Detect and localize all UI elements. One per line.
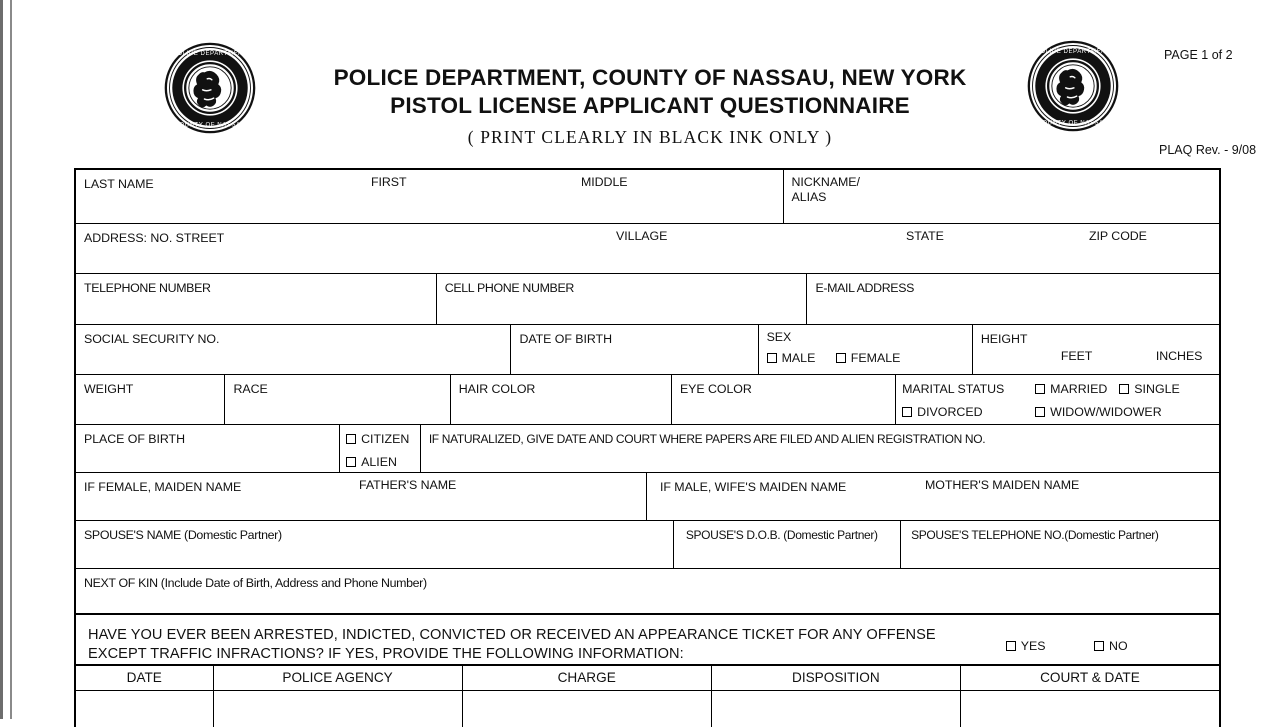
label-first-name: FIRST xyxy=(371,175,407,189)
checkbox-arrest-yes[interactable] xyxy=(1006,639,1046,653)
label-telephone-number: TELEPHONE NUMBER xyxy=(84,281,211,295)
field-weight[interactable] xyxy=(76,375,225,424)
page-title-line-1: POLICE DEPARTMENT, COUNTY OF NASSAU, NEW YORK xyxy=(333,65,967,90)
form-sheet xyxy=(12,0,1280,719)
form-row-physical xyxy=(76,375,1219,425)
checkbox-box-icon xyxy=(1035,384,1045,394)
label-arrest-no: NO xyxy=(1109,639,1128,653)
field-female-maiden-father[interactable] xyxy=(76,473,647,520)
label-cell-phone-number: CELL PHONE NUMBER xyxy=(444,281,574,295)
field-spouse-dob[interactable] xyxy=(674,521,901,568)
field-eye-color[interactable] xyxy=(672,375,896,424)
label-spouse-dob: SPOUSE'S D.O.B. (Domestic Partner) xyxy=(685,528,878,542)
label-height-inches: INCHES xyxy=(1155,349,1203,363)
arrest-question-answers[interactable] xyxy=(988,615,1219,664)
table-header-charge: CHARGE xyxy=(463,666,711,691)
table-cell-court-and-date[interactable] xyxy=(961,691,1219,727)
field-nickname-alias[interactable] xyxy=(784,170,1219,223)
label-address: ADDRESS: NO. STREET xyxy=(84,231,225,245)
checkbox-box-icon xyxy=(836,353,846,363)
label-alias: ALIAS xyxy=(791,190,827,204)
checkbox-sex-male[interactable] xyxy=(767,351,816,365)
label-sex-female: FEMALE xyxy=(850,351,901,365)
arrest-question-text xyxy=(76,615,988,664)
svg-text:POLICE DEPARTMENT: POLICE DEPARTMENT xyxy=(172,50,248,57)
field-name-group[interactable] xyxy=(76,170,784,223)
arrest-question-line-1: HAVE YOU EVER BEEN ARRESTED, INDICTED, CONVICTED OR RECEIVED AN APPEARANCE TICKET FOR ANY OFFENSE xyxy=(88,627,936,643)
checkbox-marital-widow[interactable] xyxy=(1035,405,1162,419)
police-department-seal-icon xyxy=(164,42,256,134)
checkbox-box-icon xyxy=(767,353,777,363)
label-email-address: E-MAIL ADDRESS xyxy=(815,281,915,295)
checkbox-box-icon xyxy=(1119,384,1129,394)
checkbox-marital-married[interactable] xyxy=(1035,382,1107,396)
label-place-of-birth: PLACE OF BIRTH xyxy=(84,432,185,446)
label-village: VILLAGE xyxy=(616,229,668,243)
checkbox-marital-single[interactable] xyxy=(1119,382,1179,396)
page-title-line-2: PISTOL LICENSE APPLICANT QUESTIONNAIRE xyxy=(390,93,910,118)
checkbox-box-icon xyxy=(346,434,356,444)
field-naturalization-info[interactable] xyxy=(421,425,1219,472)
table-cell-charge[interactable] xyxy=(463,691,711,727)
field-spouse-telephone[interactable] xyxy=(901,521,1219,568)
revision-number: PLAQ Rev. - 9/08 xyxy=(1159,143,1257,157)
checkbox-box-icon xyxy=(902,407,912,417)
questionnaire-form xyxy=(74,168,1221,727)
table-cell-disposition[interactable] xyxy=(712,691,960,727)
table-column-date xyxy=(76,666,214,727)
field-citizenship-checkboxes[interactable] xyxy=(340,425,421,472)
label-fathers-name: FATHER'S NAME xyxy=(359,478,457,492)
checkbox-arrest-no[interactable] xyxy=(1094,639,1128,653)
field-date-of-birth[interactable] xyxy=(511,325,758,374)
field-race[interactable] xyxy=(225,375,450,424)
label-next-of-kin: NEXT OF KIN (Include Date of Birth, Address and Phone Number) xyxy=(84,576,427,590)
field-place-of-birth[interactable] xyxy=(76,425,340,472)
table-header-court-and-date: COURT & DATE xyxy=(961,666,1219,691)
field-marital-status[interactable] xyxy=(896,375,1219,424)
label-naturalization: IF NATURALIZED, GIVE DATE AND COURT WHERE PAPERS ARE FILED AND ALIEN REGISTRATION NO. xyxy=(428,432,986,446)
label-marital-single: SINGLE xyxy=(1134,382,1180,396)
form-row-next-of-kin xyxy=(76,569,1219,615)
label-date-of-birth: DATE OF BIRTH xyxy=(519,332,612,346)
field-address-group[interactable] xyxy=(76,224,1219,273)
table-header-disposition: DISPOSITION xyxy=(712,666,960,691)
svg-text:COUNTY OF NASSAU: COUNTY OF NASSAU xyxy=(174,122,246,129)
label-male-wifes-maiden-name: IF MALE, WIFE'S MAIDEN NAME xyxy=(660,480,847,494)
table-column-disposition xyxy=(712,666,961,727)
label-zip-code: ZIP CODE xyxy=(1089,229,1147,243)
form-row-identity xyxy=(76,325,1219,375)
label-marital-divorced: DIVORCED xyxy=(917,405,983,419)
field-cell-phone-number[interactable] xyxy=(437,274,808,324)
checkbox-box-icon xyxy=(346,457,356,467)
arrest-history-table xyxy=(76,666,1219,727)
form-row-contact xyxy=(76,274,1219,325)
field-wife-mother-maiden[interactable] xyxy=(647,473,1219,520)
table-cell-date[interactable] xyxy=(76,691,213,727)
form-row-birth-citizenship xyxy=(76,425,1219,473)
title-block xyxy=(280,64,1020,148)
label-middle-name: MIDDLE xyxy=(581,175,628,189)
label-marital-status: MARITAL STATUS xyxy=(902,382,1005,396)
page-subtitle: ( PRINT CLEARLY IN BLACK INK ONLY ) xyxy=(467,127,833,147)
label-spouse-name: SPOUSE'S NAME (Domestic Partner) xyxy=(84,528,282,542)
field-telephone-number[interactable] xyxy=(76,274,437,324)
form-row-name xyxy=(76,170,1219,224)
label-weight: WEIGHT xyxy=(84,382,134,396)
table-column-police-agency xyxy=(214,666,463,727)
svg-text:COUNTY OF NASSAU: COUNTY OF NASSAU xyxy=(1037,120,1109,127)
field-height[interactable] xyxy=(973,325,1219,374)
field-email-address[interactable] xyxy=(807,274,1219,324)
label-hair-color: HAIR COLOR xyxy=(458,382,536,396)
label-alien: ALIEN xyxy=(361,455,397,469)
svg-text:POLICE DEPARTMENT: POLICE DEPARTMENT xyxy=(1035,48,1111,55)
label-state: STATE xyxy=(906,229,944,243)
label-height: HEIGHT xyxy=(980,332,1028,346)
label-race: RACE xyxy=(233,382,268,396)
table-column-court-and-date xyxy=(961,666,1219,727)
label-sex: SEX xyxy=(766,330,792,344)
label-sex-male: MALE xyxy=(781,351,816,365)
form-row-address xyxy=(76,224,1219,274)
form-row-spouse xyxy=(76,521,1219,569)
table-column-charge xyxy=(463,666,712,727)
label-mothers-maiden-name: MOTHER'S MAIDEN NAME xyxy=(925,478,1080,492)
field-social-security-no[interactable] xyxy=(76,325,511,374)
field-sex[interactable] xyxy=(759,325,973,374)
checkbox-box-icon xyxy=(1094,641,1104,651)
label-height-feet: FEET xyxy=(1060,349,1093,363)
arrest-question-line-2: EXCEPT TRAFFIC INFRACTIONS? IF YES, PROVIDE THE FOLLOWING INFORMATION: xyxy=(88,646,684,662)
label-social-security-no: SOCIAL SECURITY NO. xyxy=(84,332,220,346)
field-spouse-name[interactable] xyxy=(76,521,674,568)
field-next-of-kin[interactable] xyxy=(76,569,1219,613)
checkbox-citizen[interactable] xyxy=(346,432,409,446)
checkbox-marital-divorced[interactable] xyxy=(902,405,1035,419)
label-citizen: CITIZEN xyxy=(361,432,410,446)
police-department-seal-icon-right xyxy=(1027,40,1119,132)
checkbox-box-icon xyxy=(1035,407,1045,417)
checkbox-box-icon xyxy=(1006,641,1016,651)
form-row-parents xyxy=(76,473,1219,521)
label-eye-color: EYE COLOR xyxy=(679,382,752,396)
checkbox-alien[interactable] xyxy=(346,455,397,469)
label-female-maiden-name: IF FEMALE, MAIDEN NAME xyxy=(84,480,242,494)
table-header-police-agency: POLICE AGENCY xyxy=(214,666,462,691)
form-row-arrest-question xyxy=(76,615,1219,666)
table-header-date: DATE xyxy=(76,666,213,691)
label-spouse-telephone: SPOUSE'S TELEPHONE NO.(Domestic Partner) xyxy=(911,528,1159,542)
label-last-name: LAST NAME xyxy=(84,177,154,191)
label-nickname: NICKNAME/ xyxy=(791,175,860,189)
label-marital-married: MARRIED xyxy=(1050,382,1108,396)
label-arrest-yes: YES xyxy=(1020,639,1046,653)
checkbox-sex-female[interactable] xyxy=(836,351,901,365)
label-marital-widow: WIDOW/WIDOWER xyxy=(1050,405,1162,419)
page-gutter xyxy=(0,0,12,719)
page-number: PAGE 1 of 2 xyxy=(1164,48,1233,62)
field-hair-color[interactable] xyxy=(451,375,672,424)
table-cell-police-agency[interactable] xyxy=(214,691,462,727)
document-header xyxy=(12,0,1280,168)
